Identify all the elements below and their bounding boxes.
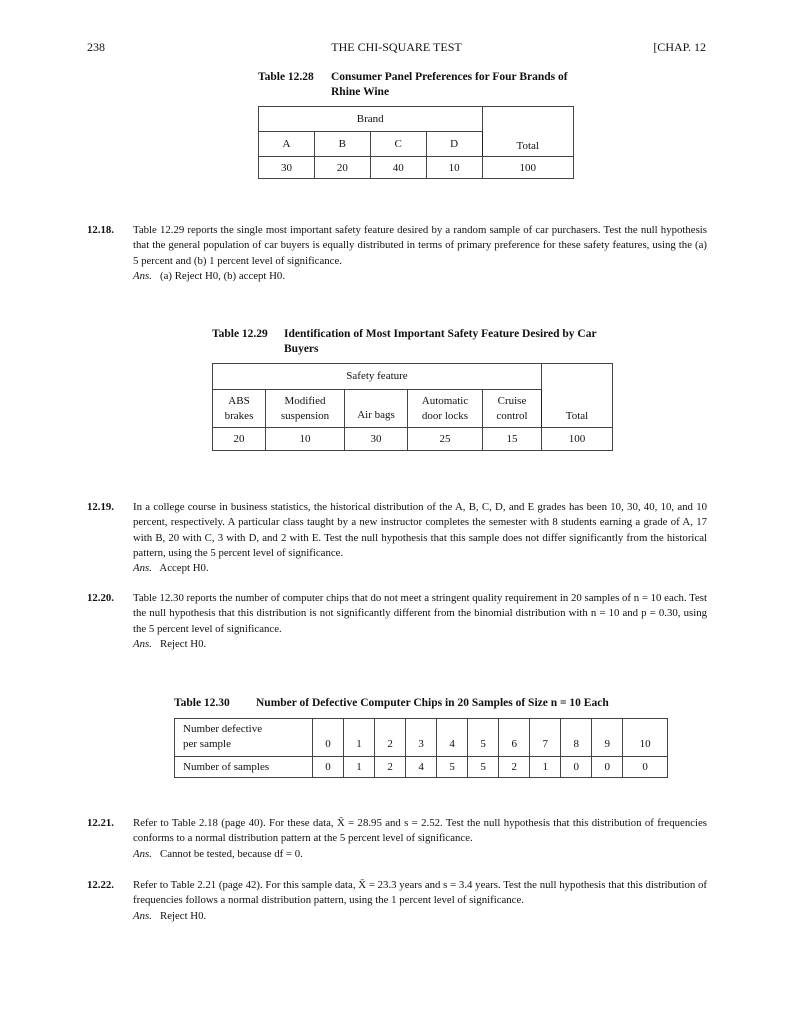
table-cell: 20	[213, 428, 266, 451]
table-12-30	[174, 718, 668, 778]
table-cell: 3	[406, 719, 437, 757]
answer-line	[133, 269, 707, 284]
table-cell: 1	[530, 756, 561, 777]
table-cell: 0	[313, 756, 344, 777]
table-title: Identification of Most Important Safety Feature Desired by Car Buyers	[284, 328, 597, 355]
column-header: Cruise control	[483, 389, 542, 428]
table-cell: 100	[542, 428, 613, 451]
column-header: Air bags	[345, 389, 408, 428]
table-12-28	[258, 106, 574, 179]
table-title: Number of Defective Computer Chips in 20 Samples of Size n = 10 Each	[256, 697, 609, 709]
answer-text: Reject H0.	[160, 637, 207, 650]
group-header: Safety feature	[213, 364, 542, 390]
table-number: Table 12.29	[212, 328, 268, 340]
answer-label: Ans.	[133, 909, 152, 922]
answer-line	[133, 847, 707, 862]
table-cell: 40	[370, 157, 426, 179]
table-cell: 4	[437, 719, 468, 757]
table-12-29-caption	[212, 327, 622, 359]
column-header: Automatic door locks	[408, 389, 483, 428]
table-number: Table 12.30	[174, 697, 230, 709]
problem-text: Refer to Table 2.21 (page 42). For this sample data, X̄ = 23.3 years and s = 3.4 years. Test the null hypothesis that this distribution of frequencies follows a normal distribution pattern, using the 1 percent level of significance.	[133, 879, 707, 907]
table-12-28-caption	[258, 70, 588, 102]
row-label: Number defective per sample	[175, 719, 313, 757]
group-header: Brand	[259, 107, 483, 132]
answer-label: Ans.	[133, 562, 152, 575]
table-cell: 9	[592, 719, 623, 757]
column-header-total: Total	[542, 364, 613, 428]
problem-text: Table 12.30 reports the number of computer chips that do not meet a stringent quality requirement in 20 samples of n = 10 each. Test the null hypothesis that this distribution is not significantly different from the binomial distribution with n = 10 and p = 0.30, using the 5 percent level of significance.	[133, 592, 707, 635]
table-title: Consumer Panel Preferences for Four Brands of Rhine Wine	[331, 71, 568, 98]
table-cell: 5	[468, 719, 499, 757]
problem-text: Table 12.29 reports the single most important safety feature desired by a random sample of car purchasers. Test the null hypothesis that the general population of car buyers is equally distributed in terms of primary preference for these safety features, using the (a) 5 percent and (b) 1 percent level of significance.	[133, 224, 707, 267]
column-header: A	[259, 132, 315, 157]
answer-text: Accept H0.	[159, 562, 209, 575]
table-cell: 0	[623, 756, 668, 777]
table-cell: 0	[313, 719, 344, 757]
table-cell: 2	[499, 756, 530, 777]
table-cell: 1	[344, 756, 375, 777]
problem-12-19	[87, 500, 707, 576]
problem-12-21	[87, 816, 707, 862]
problem-text: In a college course in business statistics, the historical distribution of the A, B, C, D, and E grades has been 10, 30, 40, 10, and 10 percent, respectively. A particular class taught by a new instructor completes the semester with 8 students earning a grade of A, 17 with B, 20 with C, 3 with D, and 2 with E. Test the null hypothesis that this sample does not differ significantly from the historical pattern, using the 5 percent level of significance.	[133, 501, 707, 559]
answer-line	[133, 909, 707, 924]
table-cell: 0	[592, 756, 623, 777]
table-cell: 10	[623, 719, 668, 757]
problem-number: 12.19.	[87, 501, 114, 513]
answer-label: Ans.	[133, 847, 152, 860]
problem-number: 12.18.	[87, 224, 114, 236]
table-cell: 4	[406, 756, 437, 777]
column-header: D	[426, 132, 482, 157]
table-cell: 20	[314, 157, 370, 179]
column-header: ABS brakes	[213, 389, 266, 428]
chapter-title: THE CHI-SQUARE TEST	[331, 40, 462, 54]
chapter-label: [CHAP. 12	[653, 40, 706, 54]
problem-number: 12.21.	[87, 817, 114, 829]
running-head	[87, 40, 706, 56]
row-label: Number of samples	[175, 756, 313, 777]
table-12-30-caption	[174, 696, 674, 712]
problem-12-20	[87, 591, 707, 652]
answer-line	[133, 561, 707, 576]
answer-text: (a) Reject H0, (b) accept H0.	[160, 269, 286, 282]
table-cell: 6	[499, 719, 530, 757]
table-12-29	[212, 363, 613, 451]
table-cell: 10	[266, 428, 345, 451]
table-cell: 5	[468, 756, 499, 777]
table-cell: 10	[426, 157, 482, 179]
table-cell: 100	[482, 157, 574, 179]
table-cell: 25	[408, 428, 483, 451]
column-header: Modified suspension	[266, 389, 345, 428]
problem-number: 12.22.	[87, 879, 114, 891]
answer-label: Ans.	[133, 637, 152, 650]
answer-label: Ans.	[133, 269, 152, 282]
column-header: C	[370, 132, 426, 157]
answer-text: Cannot be tested, because df = 0.	[160, 847, 303, 860]
problem-12-22	[87, 878, 707, 924]
table-cell: 30	[259, 157, 315, 179]
problem-text: Refer to Table 2.18 (page 40). For these data, X̄ = 28.95 and s = 2.52. Test the null hypothesis that this distribution of frequencies conforms to a normal distribution pattern at the 5 percent level of significance.	[133, 817, 707, 845]
table-cell: 0	[561, 756, 592, 777]
answer-line	[133, 637, 707, 652]
table-cell: 1	[344, 719, 375, 757]
problem-12-18	[87, 223, 707, 284]
table-cell: 5	[437, 756, 468, 777]
table-cell: 2	[375, 719, 406, 757]
problem-number: 12.20.	[87, 592, 114, 604]
column-header-total: Total	[482, 107, 574, 157]
table-cell: 7	[530, 719, 561, 757]
page-number: 238	[87, 40, 105, 54]
table-cell: 15	[483, 428, 542, 451]
table-cell: 8	[561, 719, 592, 757]
table-number: Table 12.28	[258, 71, 314, 83]
answer-text: Reject H0.	[160, 909, 207, 922]
column-header: B	[314, 132, 370, 157]
table-cell: 2	[375, 756, 406, 777]
table-cell: 30	[345, 428, 408, 451]
